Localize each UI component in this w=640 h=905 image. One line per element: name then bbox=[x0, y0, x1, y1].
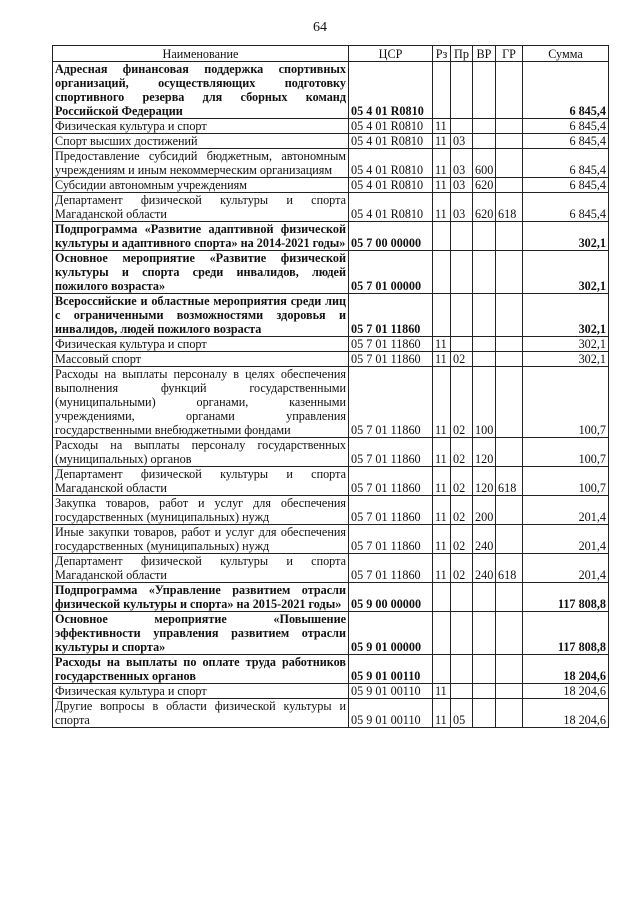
table-row bbox=[53, 134, 609, 149]
cell-name: Основное мероприятие «Повышение эффективности управления развитием отрасли культуры и спорта» bbox=[53, 612, 349, 655]
cell-rz bbox=[433, 62, 451, 119]
cell-rz bbox=[433, 294, 451, 337]
cell-sum: 18 204,6 bbox=[523, 684, 609, 699]
cell-rz: 11 bbox=[433, 134, 451, 149]
cell-rz: 11 bbox=[433, 352, 451, 367]
cell-sum: 6 845,4 bbox=[523, 149, 609, 178]
cell-csr: 05 4 01 R0810 bbox=[349, 134, 433, 149]
cell-pr bbox=[451, 119, 473, 134]
table-row bbox=[53, 525, 609, 554]
cell-name: Департамент физической культуры и спорта Магаданской области bbox=[53, 554, 349, 583]
cell-gr bbox=[496, 496, 523, 525]
table-row bbox=[53, 496, 609, 525]
cell-name: Основное мероприятие «Развитие физической культуры и спорта среди инвалидов, людей пожилого возраста» bbox=[53, 251, 349, 294]
cell-name: Департамент физической культуры и спорта Магаданской области bbox=[53, 467, 349, 496]
cell-pr bbox=[451, 583, 473, 612]
cell-vr: 200 bbox=[473, 496, 496, 525]
cell-vr bbox=[473, 337, 496, 352]
cell-sum: 100,7 bbox=[523, 467, 609, 496]
cell-rz bbox=[433, 655, 451, 684]
cell-vr: 100 bbox=[473, 367, 496, 438]
cell-sum: 6 845,4 bbox=[523, 119, 609, 134]
cell-name: Предоставление субсидий бюджетным, автономным учреждениям и иным некоммерческим организациям bbox=[53, 149, 349, 178]
cell-gr bbox=[496, 149, 523, 178]
cell-vr: 120 bbox=[473, 467, 496, 496]
cell-vr bbox=[473, 684, 496, 699]
cell-pr bbox=[451, 251, 473, 294]
cell-sum: 302,1 bbox=[523, 251, 609, 294]
cell-gr bbox=[496, 655, 523, 684]
cell-csr: 05 9 01 00000 bbox=[349, 612, 433, 655]
cell-pr: 02 bbox=[451, 525, 473, 554]
cell-vr bbox=[473, 352, 496, 367]
table-row bbox=[53, 119, 609, 134]
cell-rz: 11 bbox=[433, 119, 451, 134]
cell-sum: 100,7 bbox=[523, 438, 609, 467]
cell-csr: 05 4 01 R0810 bbox=[349, 149, 433, 178]
cell-gr bbox=[496, 699, 523, 728]
cell-sum: 117 808,8 bbox=[523, 612, 609, 655]
cell-pr: 02 bbox=[451, 352, 473, 367]
cell-rz: 11 bbox=[433, 178, 451, 193]
cell-gr bbox=[496, 367, 523, 438]
cell-rz: 11 bbox=[433, 438, 451, 467]
cell-name: Расходы на выплаты по оплате труда работников государственных органов bbox=[53, 655, 349, 684]
cell-csr: 05 4 01 R0810 bbox=[349, 62, 433, 119]
cell-rz: 11 bbox=[433, 467, 451, 496]
cell-name: Физическая культура и спорт bbox=[53, 337, 349, 352]
cell-sum: 302,1 bbox=[523, 352, 609, 367]
cell-vr bbox=[473, 222, 496, 251]
cell-gr bbox=[496, 62, 523, 119]
header-csr: ЦСР bbox=[349, 46, 433, 62]
table-row bbox=[53, 251, 609, 294]
cell-name: Спорт высших достижений bbox=[53, 134, 349, 149]
cell-name: Адресная финансовая поддержка спортивных организаций, осуществляющих подготовку спортивного резерва для сборных команд Российской Федерации bbox=[53, 62, 349, 119]
cell-pr bbox=[451, 294, 473, 337]
cell-csr: 05 7 01 11860 bbox=[349, 337, 433, 352]
page-number: 64 bbox=[313, 20, 327, 35]
cell-gr bbox=[496, 294, 523, 337]
table-row bbox=[53, 612, 609, 655]
cell-sum: 6 845,4 bbox=[523, 62, 609, 119]
cell-gr bbox=[496, 438, 523, 467]
header-rz: Рз bbox=[433, 46, 451, 62]
cell-vr: 620 bbox=[473, 178, 496, 193]
table-row bbox=[53, 699, 609, 728]
cell-vr bbox=[473, 119, 496, 134]
table-row bbox=[53, 222, 609, 251]
cell-rz: 11 bbox=[433, 496, 451, 525]
cell-sum: 201,4 bbox=[523, 554, 609, 583]
cell-csr: 05 7 01 11860 bbox=[349, 467, 433, 496]
cell-gr bbox=[496, 119, 523, 134]
cell-sum: 302,1 bbox=[523, 294, 609, 337]
cell-sum: 201,4 bbox=[523, 496, 609, 525]
cell-vr: 620 bbox=[473, 193, 496, 222]
cell-rz: 11 bbox=[433, 525, 451, 554]
cell-sum: 18 204,6 bbox=[523, 655, 609, 684]
cell-name: Расходы на выплаты персоналу государственных (муниципальных) органов bbox=[53, 438, 349, 467]
cell-gr bbox=[496, 583, 523, 612]
table-row bbox=[53, 294, 609, 337]
cell-pr: 02 bbox=[451, 438, 473, 467]
cell-name: Другие вопросы в области физической культуры и спорта bbox=[53, 699, 349, 728]
cell-gr bbox=[496, 337, 523, 352]
table-body bbox=[53, 62, 609, 728]
cell-vr bbox=[473, 294, 496, 337]
header-pr: Пр bbox=[451, 46, 473, 62]
cell-pr bbox=[451, 222, 473, 251]
cell-name: Физическая культура и спорт bbox=[53, 684, 349, 699]
cell-gr bbox=[496, 352, 523, 367]
cell-vr: 600 bbox=[473, 149, 496, 178]
cell-vr bbox=[473, 655, 496, 684]
cell-csr: 05 7 01 11860 bbox=[349, 554, 433, 583]
table-row bbox=[53, 655, 609, 684]
cell-name: Департамент физической культуры и спорта Магаданской области bbox=[53, 193, 349, 222]
cell-pr: 02 bbox=[451, 554, 473, 583]
cell-vr bbox=[473, 612, 496, 655]
cell-csr: 05 9 01 00110 bbox=[349, 684, 433, 699]
cell-rz: 11 bbox=[433, 684, 451, 699]
cell-name: Массовый спорт bbox=[53, 352, 349, 367]
cell-rz bbox=[433, 222, 451, 251]
cell-gr: 618 bbox=[496, 193, 523, 222]
cell-name: Иные закупки товаров, работ и услуг для обеспечения государственных (муниципальных) нужд bbox=[53, 525, 349, 554]
cell-gr bbox=[496, 178, 523, 193]
header-gr: ГР bbox=[496, 46, 523, 62]
cell-sum: 6 845,4 bbox=[523, 193, 609, 222]
cell-name: Подпрограмма «Управление развитием отрасли физической культуры и спорта» на 2015-2021 годы» bbox=[53, 583, 349, 612]
cell-rz bbox=[433, 251, 451, 294]
cell-name: Расходы на выплаты персоналу в целях обеспечения выполнения функций государственными (муниципальными) органами, казенными учреждениями, органами управления государственными внебюджетными фондами bbox=[53, 367, 349, 438]
cell-name: Физическая культура и спорт bbox=[53, 119, 349, 134]
cell-rz: 11 bbox=[433, 149, 451, 178]
table-row bbox=[53, 583, 609, 612]
cell-csr: 05 7 01 11860 bbox=[349, 438, 433, 467]
cell-csr: 05 7 01 11860 bbox=[349, 352, 433, 367]
cell-pr: 03 bbox=[451, 193, 473, 222]
cell-pr: 02 bbox=[451, 367, 473, 438]
cell-gr: 618 bbox=[496, 467, 523, 496]
cell-csr: 05 4 01 R0810 bbox=[349, 178, 433, 193]
cell-gr bbox=[496, 525, 523, 554]
cell-name: Подпрограмма «Развитие адаптивной физической культуры и адаптивного спорта» на 2014-2021 годы» bbox=[53, 222, 349, 251]
cell-pr: 03 bbox=[451, 178, 473, 193]
cell-pr bbox=[451, 655, 473, 684]
cell-csr: 05 7 01 11860 bbox=[349, 294, 433, 337]
table-row bbox=[53, 149, 609, 178]
cell-pr: 02 bbox=[451, 496, 473, 525]
table-header-row bbox=[53, 46, 609, 62]
cell-gr bbox=[496, 134, 523, 149]
table-row bbox=[53, 193, 609, 222]
table-row bbox=[53, 438, 609, 467]
cell-name: Закупка товаров, работ и услуг для обеспечения государственных (муниципальных) нужд bbox=[53, 496, 349, 525]
header-vr: ВР bbox=[473, 46, 496, 62]
cell-sum: 100,7 bbox=[523, 367, 609, 438]
cell-sum: 201,4 bbox=[523, 525, 609, 554]
table-row bbox=[53, 337, 609, 352]
cell-sum: 6 845,4 bbox=[523, 134, 609, 149]
cell-sum: 18 204,6 bbox=[523, 699, 609, 728]
cell-gr bbox=[496, 251, 523, 294]
cell-vr bbox=[473, 583, 496, 612]
cell-rz bbox=[433, 583, 451, 612]
cell-pr bbox=[451, 337, 473, 352]
table-row bbox=[53, 554, 609, 583]
cell-rz: 11 bbox=[433, 337, 451, 352]
cell-name: Субсидии автономным учреждениям bbox=[53, 178, 349, 193]
cell-rz: 11 bbox=[433, 554, 451, 583]
cell-vr bbox=[473, 134, 496, 149]
cell-gr bbox=[496, 612, 523, 655]
cell-vr: 240 bbox=[473, 554, 496, 583]
cell-pr bbox=[451, 612, 473, 655]
header-name: Наименование bbox=[53, 46, 349, 62]
cell-csr: 05 9 01 00110 bbox=[349, 699, 433, 728]
header-sum: Сумма bbox=[523, 46, 609, 62]
cell-csr: 05 7 01 11860 bbox=[349, 525, 433, 554]
table-row bbox=[53, 62, 609, 119]
cell-csr: 05 7 01 11860 bbox=[349, 496, 433, 525]
cell-pr bbox=[451, 684, 473, 699]
table-row bbox=[53, 467, 609, 496]
cell-vr bbox=[473, 62, 496, 119]
cell-vr bbox=[473, 699, 496, 728]
cell-pr: 02 bbox=[451, 467, 473, 496]
cell-csr: 05 4 01 R0810 bbox=[349, 119, 433, 134]
cell-csr: 05 9 01 00110 bbox=[349, 655, 433, 684]
cell-gr bbox=[496, 684, 523, 699]
cell-csr: 05 7 01 00000 bbox=[349, 251, 433, 294]
cell-sum: 302,1 bbox=[523, 337, 609, 352]
cell-sum: 302,1 bbox=[523, 222, 609, 251]
cell-csr: 05 7 00 00000 bbox=[349, 222, 433, 251]
cell-rz: 11 bbox=[433, 699, 451, 728]
budget-table bbox=[52, 45, 609, 728]
cell-sum: 6 845,4 bbox=[523, 178, 609, 193]
cell-csr: 05 4 01 R0810 bbox=[349, 193, 433, 222]
cell-pr: 03 bbox=[451, 134, 473, 149]
cell-sum: 117 808,8 bbox=[523, 583, 609, 612]
cell-vr bbox=[473, 251, 496, 294]
cell-vr: 120 bbox=[473, 438, 496, 467]
cell-csr: 05 7 01 11860 bbox=[349, 367, 433, 438]
table-row bbox=[53, 352, 609, 367]
table-row bbox=[53, 367, 609, 438]
cell-rz: 11 bbox=[433, 367, 451, 438]
cell-gr: 618 bbox=[496, 554, 523, 583]
cell-rz: 11 bbox=[433, 193, 451, 222]
cell-pr: 05 bbox=[451, 699, 473, 728]
cell-gr bbox=[496, 222, 523, 251]
cell-csr: 05 9 00 00000 bbox=[349, 583, 433, 612]
cell-vr: 240 bbox=[473, 525, 496, 554]
cell-pr bbox=[451, 62, 473, 119]
cell-pr: 03 bbox=[451, 149, 473, 178]
cell-name: Всероссийские и областные мероприятия среди лиц с ограниченными возможностями здоровья и инвалидов, людей пожилого возраста bbox=[53, 294, 349, 337]
table-row bbox=[53, 178, 609, 193]
cell-rz bbox=[433, 612, 451, 655]
table-row bbox=[53, 684, 609, 699]
